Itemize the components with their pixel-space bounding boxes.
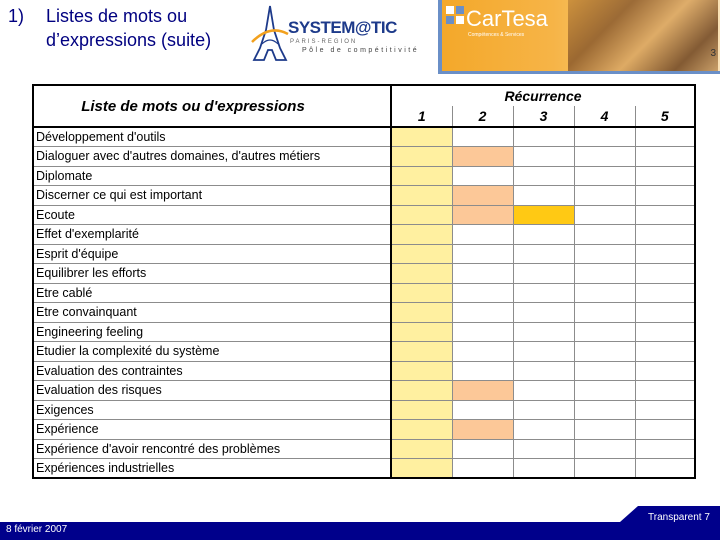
recurrence-cell-4 <box>574 264 635 284</box>
recurrence-cell-5 <box>635 420 695 440</box>
table-row <box>33 439 695 459</box>
table-row <box>33 205 695 225</box>
recurrence-cell-5 <box>635 439 695 459</box>
row-label: Etre cablé <box>33 283 391 303</box>
recurrence-cell-3 <box>513 342 574 362</box>
recurrence-cell-4 <box>574 439 635 459</box>
footer-page-number: Transparent 7 <box>648 512 710 523</box>
recurrence-cell-3 <box>513 361 574 381</box>
row-label: Etudier la complexité du système <box>33 342 391 362</box>
recurrence-cell-2 <box>452 225 513 245</box>
row-label: Expérience <box>33 420 391 440</box>
recurrence-cell-3 <box>513 166 574 186</box>
table-row <box>33 244 695 264</box>
recurrence-cell-1 <box>391 420 452 440</box>
row-label: Esprit d'équipe <box>33 244 391 264</box>
cartesa-tagline: Compétences & Services <box>468 32 525 38</box>
recurrence-cell-1 <box>391 342 452 362</box>
recurrence-cell-3 <box>513 186 574 206</box>
recurrence-cell-3 <box>513 303 574 323</box>
table-row <box>33 127 695 147</box>
recurrence-cell-3 <box>513 400 574 420</box>
title-text: Listes de mots ou d’expressions (suite) <box>46 6 212 50</box>
row-label: Expériences industrielles <box>33 459 391 479</box>
recurrence-cell-5 <box>635 381 695 401</box>
recurrence-cell-2 <box>452 381 513 401</box>
recurrence-cell-4 <box>574 361 635 381</box>
recurrence-cell-2 <box>452 303 513 323</box>
recurrence-cell-4 <box>574 147 635 167</box>
recurrence-cell-3 <box>513 439 574 459</box>
recurrence-cell-2 <box>452 420 513 440</box>
recurrence-cell-4 <box>574 400 635 420</box>
recurrence-cell-3 <box>513 283 574 303</box>
systematic-wordmark <box>288 18 397 38</box>
recurrence-cell-2 <box>452 439 513 459</box>
table-body <box>33 127 695 478</box>
recurrence-cell-2 <box>452 361 513 381</box>
recurrence-cell-3 <box>513 225 574 245</box>
recurrence-cell-5 <box>635 147 695 167</box>
recurrence-cell-2 <box>452 166 513 186</box>
recurrence-cell-1 <box>391 147 452 167</box>
recurrence-cell-5 <box>635 459 695 479</box>
systematic-word: SYSTEM <box>288 18 355 37</box>
recurrence-cell-2 <box>452 205 513 225</box>
recurrence-table <box>32 84 696 479</box>
table-row <box>33 459 695 479</box>
row-label: Effet d'exemplarité <box>33 225 391 245</box>
row-label: Développement d'outils <box>33 127 391 147</box>
recurrence-cell-3 <box>513 459 574 479</box>
recurrence-cell-4 <box>574 186 635 206</box>
eiffel-tower-icon <box>250 4 290 62</box>
recurrence-cell-4 <box>574 127 635 147</box>
row-label: Equilibrer les efforts <box>33 264 391 284</box>
recurrence-cell-5 <box>635 400 695 420</box>
row-label: Etre convainquant <box>33 303 391 323</box>
recurrence-cell-5 <box>635 127 695 147</box>
recurrence-cell-4 <box>574 244 635 264</box>
recurrence-cell-5 <box>635 264 695 284</box>
footer-slab-cut <box>620 506 638 522</box>
table-row <box>33 283 695 303</box>
recurrence-cell-4 <box>574 381 635 401</box>
recurrence-cell-5 <box>635 205 695 225</box>
table-row <box>33 322 695 342</box>
table-row <box>33 342 695 362</box>
recurrence-cell-5 <box>635 244 695 264</box>
cartesa-squares-icon <box>446 6 464 24</box>
table-row <box>33 361 695 381</box>
table-row <box>33 381 695 401</box>
recurrence-cell-2 <box>452 244 513 264</box>
recurrence-cell-4 <box>574 205 635 225</box>
recurrence-cell-1 <box>391 127 452 147</box>
title-number: 1) <box>8 6 25 26</box>
table-row <box>33 303 695 323</box>
recurrence-cell-1 <box>391 186 452 206</box>
recurrence-cell-3 <box>513 244 574 264</box>
recurrence-cell-5 <box>635 283 695 303</box>
systematic-tagline: Pôle de compétitivité <box>302 47 420 54</box>
column-number-4: 4 <box>574 106 635 127</box>
row-label: Exigences <box>33 400 391 420</box>
systematic-at: @ <box>354 18 371 37</box>
cartesa-banner <box>438 0 720 74</box>
recurrence-cell-2 <box>452 186 513 206</box>
recurrence-cell-5 <box>635 303 695 323</box>
list-header: Liste de mots ou d'expressions <box>33 85 391 127</box>
recurrence-cell-3 <box>513 381 574 401</box>
recurrence-cell-4 <box>574 225 635 245</box>
recurrence-cell-2 <box>452 400 513 420</box>
column-number-2: 2 <box>452 106 513 127</box>
recurrence-cell-2 <box>452 342 513 362</box>
recurrence-cell-5 <box>635 361 695 381</box>
recurrence-header: Récurrence <box>391 85 695 106</box>
cartesa-mark: 3 <box>710 48 716 59</box>
row-label: Evaluation des contraintes <box>33 361 391 381</box>
systematic-logo <box>250 2 425 62</box>
recurrence-cell-5 <box>635 186 695 206</box>
row-label: Diplomate <box>33 166 391 186</box>
recurrence-cell-4 <box>574 303 635 323</box>
recurrence-cell-3 <box>513 127 574 147</box>
recurrence-cell-5 <box>635 342 695 362</box>
recurrence-cell-2 <box>452 147 513 167</box>
recurrence-cell-2 <box>452 459 513 479</box>
recurrence-cell-1 <box>391 400 452 420</box>
recurrence-cell-1 <box>391 225 452 245</box>
recurrence-cell-5 <box>635 225 695 245</box>
table-row <box>33 147 695 167</box>
recurrence-cell-3 <box>513 264 574 284</box>
recurrence-cell-2 <box>452 264 513 284</box>
table-row <box>33 400 695 420</box>
recurrence-cell-2 <box>452 322 513 342</box>
table-row <box>33 420 695 440</box>
cartesa-photo-collage <box>568 0 718 71</box>
recurrence-cell-1 <box>391 361 452 381</box>
cartesa-name: CarTesa <box>466 6 548 31</box>
recurrence-cell-1 <box>391 322 452 342</box>
systematic-tic: TIC <box>370 18 397 37</box>
table-row <box>33 186 695 206</box>
recurrence-cell-1 <box>391 264 452 284</box>
recurrence-cell-4 <box>574 166 635 186</box>
footer-date: 8 février 2007 <box>6 524 68 535</box>
recurrence-cell-1 <box>391 381 452 401</box>
row-label: Ecoute <box>33 205 391 225</box>
recurrence-cell-3 <box>513 147 574 167</box>
recurrence-cell-2 <box>452 283 513 303</box>
recurrence-cell-4 <box>574 459 635 479</box>
recurrence-cell-1 <box>391 283 452 303</box>
recurrence-cell-1 <box>391 166 452 186</box>
recurrence-cell-3 <box>513 205 574 225</box>
recurrence-cell-4 <box>574 283 635 303</box>
recurrence-cell-1 <box>391 244 452 264</box>
column-number-3: 3 <box>513 106 574 127</box>
recurrence-cell-4 <box>574 342 635 362</box>
row-label: Dialoguer avec d'autres domaines, d'autres métiers <box>33 147 391 167</box>
row-label: Discerner ce qui est important <box>33 186 391 206</box>
recurrence-cell-1 <box>391 459 452 479</box>
column-number-5: 5 <box>635 106 695 127</box>
systematic-region: PARIS-REGION <box>290 39 358 45</box>
recurrence-cell-1 <box>391 439 452 459</box>
row-label: Engineering feeling <box>33 322 391 342</box>
recurrence-cell-5 <box>635 166 695 186</box>
recurrence-cell-4 <box>574 420 635 440</box>
recurrence-cell-4 <box>574 322 635 342</box>
table-row <box>33 166 695 186</box>
recurrence-cell-5 <box>635 322 695 342</box>
footer-bar <box>0 522 720 540</box>
row-label: Evaluation des risques <box>33 381 391 401</box>
recurrence-cell-3 <box>513 322 574 342</box>
recurrence-cell-1 <box>391 205 452 225</box>
recurrence-cell-2 <box>452 127 513 147</box>
column-number-1: 1 <box>391 106 452 127</box>
recurrence-cell-1 <box>391 303 452 323</box>
recurrence-cell-3 <box>513 420 574 440</box>
table-row <box>33 264 695 284</box>
row-label: Expérience d'avoir rencontré des problèmes <box>33 439 391 459</box>
table-row <box>33 225 695 245</box>
